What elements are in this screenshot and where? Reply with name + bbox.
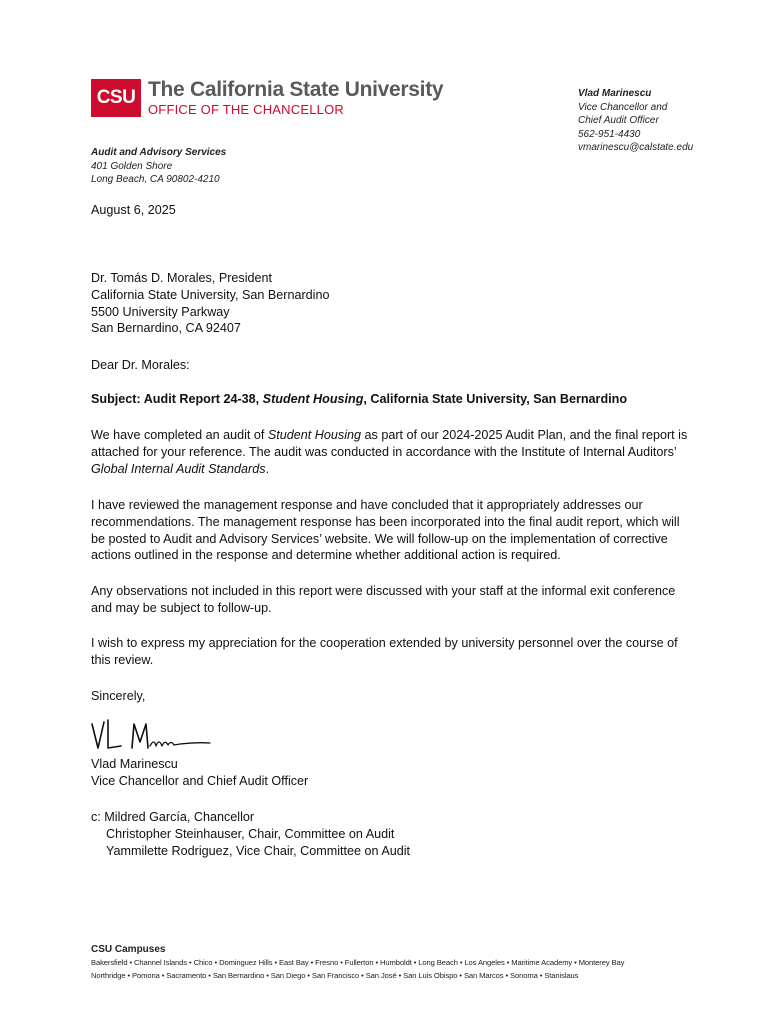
closing: Sincerely, [91, 689, 146, 703]
p1-emphasis-housing: Student Housing [267, 428, 362, 442]
sender-phone: 562-951-4430 [578, 128, 641, 140]
footer-title: CSU Campuses [91, 944, 166, 955]
sender-email: vmarinescu@calstate.edu [578, 142, 694, 154]
csu-logo [91, 79, 141, 117]
department-city: Long Beach, CA 90802-4210 [91, 174, 220, 186]
recipient-line-4: San Bernardino, CA 92407 [91, 321, 241, 336]
paragraph-4: I wish to express my appreciation for the cooperation extended by university personnel over the course of this review. [91, 636, 678, 667]
sender-title-1: Vice Chancellor and [578, 101, 668, 113]
paragraph-2: I have reviewed the management response and have concluded that it appropriately addresses our recommendations. The management response has been incorporated into the final audit report, which will be posted to Audit and Advisory Services’ website. We will follow-up on the implementation of corrective actions outlined in the response and determine whether additional action is required. [91, 498, 680, 563]
subject-topic: Student Housing [262, 392, 364, 406]
p1-text-c: as part of our 2024-2025 Audit Plan, and the final report is attached for your reference. The audit was conducted in accordance with the Institute of Internal Auditors’ [91, 428, 688, 459]
university-name: The California State University [148, 78, 444, 101]
subject-suffix: , California State University, San Bernardino [363, 392, 628, 406]
subject-prefix: Subject: Audit Report 24-38, [91, 392, 263, 406]
office-name: OFFICE OF THE CHANCELLOR [148, 102, 344, 117]
letter-date: August 6, 2025 [91, 203, 176, 217]
department-street: 401 Golden Shore [91, 160, 173, 172]
p1-emphasis-standards: Global Internal Audit Standards [91, 461, 266, 476]
sender-block [578, 87, 693, 155]
signer-name: Vlad Marinescu [91, 757, 178, 771]
footer-campuses-1: Bakersfield • Channel Islands • Chico • Dominguez Hills • East Bay • Fresno • Fullerton • Humboldt • Long Beach • Los Angeles • Maritime Academy • Monterey Bay [91, 958, 625, 967]
paragraph-3: Any observations not included in this report were discussed with your staff at the informal exit conference and may be subject to follow-up. [91, 584, 676, 615]
sender-title-2: Chief Audit Officer [578, 115, 659, 127]
cc-line-2: Christopher Steinhauser, Chair, Committee on Audit [106, 826, 395, 841]
recipient-line-3: 5500 University Parkway [91, 304, 230, 319]
signer-title: Vice Chancellor and Chief Audit Officer [91, 773, 309, 788]
signer-block [91, 756, 691, 790]
p1-text-a: We have completed an audit of [91, 428, 268, 442]
recipient-address [91, 270, 691, 337]
department-name: Audit and Advisory Services [91, 147, 227, 158]
recipient-line-2: California State University, San Bernardino [91, 287, 330, 302]
subject-line [91, 391, 691, 408]
recipient-line-1: Dr. Tomás D. Morales, President [91, 271, 273, 285]
department-block [91, 146, 226, 187]
logo-text: CSU [96, 87, 136, 108]
signature-image [88, 712, 213, 756]
sender-name: Vlad Marinescu [578, 88, 652, 99]
paragraph-1 [91, 427, 691, 477]
cc-line-1: c: Mildred García, Chancellor [91, 810, 255, 824]
p1-text-e: . [265, 461, 270, 476]
salutation: Dear Dr. Morales: [91, 358, 190, 372]
cc-line-3: Yammilette Rodriguez, Vice Chair, Committee on Audit [106, 843, 411, 858]
footer-campuses-2: Northridge • Pomona • Sacramento • San Bernardino • San Diego • San Francisco • San José • San Luis Obispo • San Marcos • Sonoma • Stanislaus [91, 971, 579, 980]
cc-block [91, 809, 691, 859]
